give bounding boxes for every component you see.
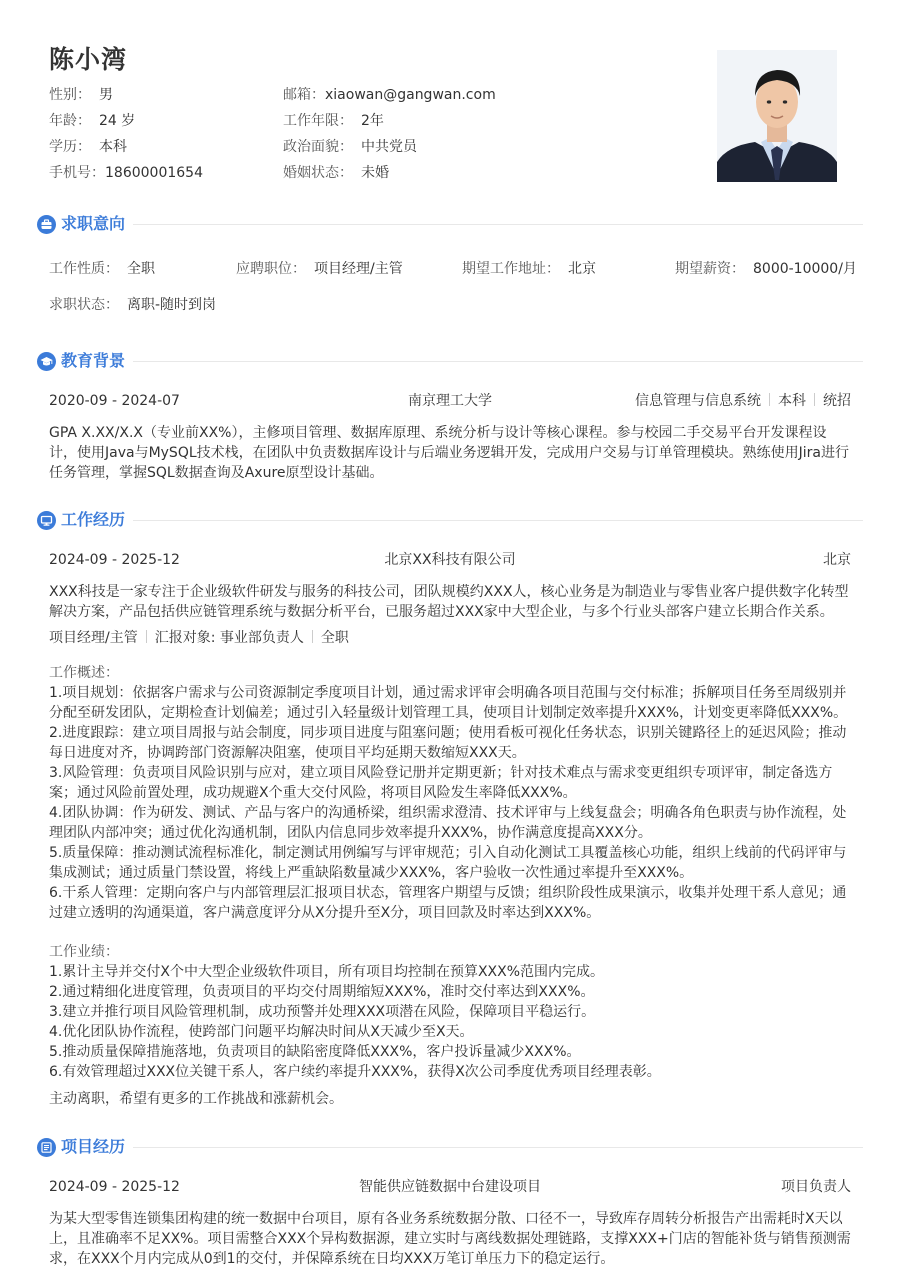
education-major: 信息管理与信息系统 bbox=[635, 393, 761, 409]
person-portrait-icon bbox=[717, 50, 837, 182]
work-overview bbox=[49, 663, 853, 923]
info-education: 学历： 本科 bbox=[49, 139, 127, 155]
info-political: 政治面貌： 中共党员 bbox=[283, 139, 417, 155]
monitor-icon bbox=[37, 511, 56, 530]
education-row bbox=[49, 390, 851, 412]
overview-item: 5.质量保障：推动测试流程标准化，制定测试用例编写与评审规范；引入自动化测试工具覆盖核心功能，组织上线前的代码评审与集成测试；通过质量门禁设置，将线上严重缺陷数量减少XXX%，客户验收一次性通过率提升至XXX%。 bbox=[49, 845, 847, 881]
result-item: 1.累计主导并交付X个中大型企业级软件项目，所有项目均控制在预算XXX%范围内完成。 bbox=[49, 964, 605, 980]
section-project: 项目经历 bbox=[37, 1135, 863, 1159]
education-school: 南京理工大学 bbox=[408, 393, 492, 409]
overview-label: 工作概述： bbox=[49, 665, 119, 681]
section-divider bbox=[133, 361, 863, 362]
candidate-name: 陈小湾 bbox=[49, 45, 128, 74]
overview-item: 2.进度跟踪：建立项目周报与站会制度，同步项目进度与阻塞问题；使用看板可视化任务状态，识别关键路径上的延迟风险；推动每日进度对齐，协调跨部门资源解决阻塞，使项目平均延期天数缩短XXX天。 bbox=[49, 725, 847, 761]
section-work: 工作经历 bbox=[37, 508, 863, 532]
project-name: 智能供应链数据中台建设项目 bbox=[359, 1179, 541, 1195]
section-intent: 求职意向 bbox=[37, 212, 863, 236]
divider bbox=[312, 630, 313, 643]
info-years: 工作年限： 2年 bbox=[283, 113, 384, 129]
company-description: XXX科技是一家专注于企业级软件研发与服务的科技公司，团队规模约XXX人，核心业务是为制造业与零售业客户提供数字化转型解决方案，产品包括供应链管理系统与数据分析平台，已服务超过XXX家中大型企业，与多个行业头部客户建立长期合作关系。 bbox=[49, 584, 849, 620]
briefcase-icon bbox=[37, 215, 56, 234]
work-row bbox=[49, 549, 851, 571]
result-item: 3.建立并推行项目风险管理机制，成功预警并处理XXX项潜在风险，保障项目平稳运行。 bbox=[49, 1004, 596, 1020]
work-results bbox=[49, 942, 853, 1082]
profile-photo bbox=[717, 50, 837, 182]
leave-reason: 主动离职，希望有更多的工作挑战和涨薪机会。 bbox=[49, 1091, 343, 1107]
intent-status: 求职状态： 离职-随时到岗 bbox=[49, 297, 217, 313]
graduation-cap-icon bbox=[37, 352, 56, 371]
project-description: 为某大型零售连锁集团构建的统一数据中台项目，原有各业务系统数据分散、口径不一，导致库存周转分析报告产出需耗时X天以上，且准确率不足XX%。项目需整合XXX个异构数据源，建立实时与离线数据处理链路，支撑XXX+门店的智能补货与销售预测需求，在XXX个月内完成从0到1的交付，并保障系统在日均XXX万笔订单压力下的稳定运行。 bbox=[49, 1211, 851, 1267]
education-mode: 统招 bbox=[823, 393, 851, 409]
work-meta-row bbox=[49, 627, 851, 649]
intent-salary: 期望薪资： 8000-10000/月 bbox=[675, 261, 857, 277]
education-degree: 本科 bbox=[778, 393, 806, 409]
info-marital: 婚姻状态： 未婚 bbox=[283, 165, 389, 181]
section-divider bbox=[133, 1147, 863, 1148]
result-item: 4.优化团队协作流程，使跨部门问题平均解决时间从X天减少至X天。 bbox=[49, 1024, 474, 1040]
info-age: 年龄： 24 岁 bbox=[49, 113, 136, 129]
education-meta bbox=[635, 390, 851, 412]
education-period: 2020-09 - 2024-07 bbox=[49, 393, 180, 409]
overview-item: 3.风险管理：负责项目风险识别与应对，建立项目风险登记册并定期更新；针对技术难点与需求变更组织专项评审，制定备选方案；通过风险前置处理，成功规避X个重大交付风险，将项目风险发生率降低XXX%。 bbox=[49, 765, 833, 801]
info-phone: 手机号：18600001654 bbox=[49, 165, 203, 181]
section-divider bbox=[133, 224, 863, 225]
intent-position: 应聘职位： 项目经理/主管 bbox=[236, 261, 403, 277]
section-divider bbox=[133, 520, 863, 521]
project-row bbox=[49, 1176, 851, 1198]
work-job-type: 全职 bbox=[320, 630, 349, 646]
project-period: 2024-09 - 2025-12 bbox=[49, 1179, 180, 1195]
work-period: 2024-09 - 2025-12 bbox=[49, 552, 180, 568]
divider bbox=[769, 393, 770, 406]
project-role: 项目负责人 bbox=[781, 1179, 851, 1195]
intent-location: 期望工作地址： 北京 bbox=[462, 261, 596, 277]
work-report-to: 汇报对象: 事业部负责人 bbox=[154, 630, 304, 646]
overview-item: 4.团队协调：作为研发、测试、产品与客户的沟通桥梁，组织需求澄清、技术评审与上线复盘会；明确各角色职责与协作流程，处理团队内部冲突；通过优化沟通机制，团队内信息同步效率提升XXX%，协作满意度提高XXX分。 bbox=[49, 805, 847, 841]
work-city: 北京 bbox=[823, 552, 851, 568]
education-description: GPA X.XX/X.X（专业前XX%），主修项目管理、数据库原理、系统分析与设计等核心课程。参与校园二手交易平台开发课程设计，使用Java与MySQL技术栈，在团队中负责数据库设计与后端业务逻辑开发，完成用户交易与订单管理模块。熟练使用Jira进行任务管理，掌握SQL数据查询及Axure原型设计基础。 bbox=[49, 425, 849, 481]
info-email: 邮箱：xiaowan@gangwan.com bbox=[283, 87, 496, 103]
divider bbox=[814, 393, 815, 406]
overview-item: 1.项目规划：依据客户需求与公司资源制定季度项目计划，通过需求评审会明确各项目范围与交付标准；拆解项目任务至周级别并分配至研发团队，定期检查计划偏差；通过引入轻量级计划管理工具，使项目计划制定效率提升XXX%，计划变更率降低XXX%。 bbox=[49, 685, 848, 721]
intent-type: 工作性质： 全职 bbox=[49, 261, 155, 277]
section-education: 教育背景 bbox=[37, 349, 863, 373]
list-icon bbox=[37, 1138, 56, 1157]
info-gender: 性别： 男 bbox=[49, 87, 113, 103]
overview-item: 6.干系人管理：定期向客户与内部管理层汇报项目状态，管理客户期望与反馈；组织阶段性成果演示，收集并处理干系人意见；通过建立透明的沟通渠道，客户满意度评分从X分提升至X分，项目回款及时率达到XXX%。 bbox=[49, 885, 847, 921]
results-label: 工作业绩： bbox=[49, 944, 119, 960]
work-title: 项目经理/主管 bbox=[49, 630, 138, 646]
result-item: 6.有效管理超过XXX位关键干系人，客户续约率提升XXX%，获得X次公司季度优秀项目经理表彰。 bbox=[49, 1064, 661, 1080]
work-company: 北京XX科技有限公司 bbox=[384, 552, 516, 568]
result-item: 2.通过精细化进度管理，负责项目的平均交付周期缩短XXX%，准时交付率达到XXX%。 bbox=[49, 984, 595, 1000]
divider bbox=[146, 630, 147, 643]
result-item: 5.推动质量保障措施落地，负责项目的缺陷密度降低XXX%，客户投诉量减少XXX%。 bbox=[49, 1044, 581, 1060]
